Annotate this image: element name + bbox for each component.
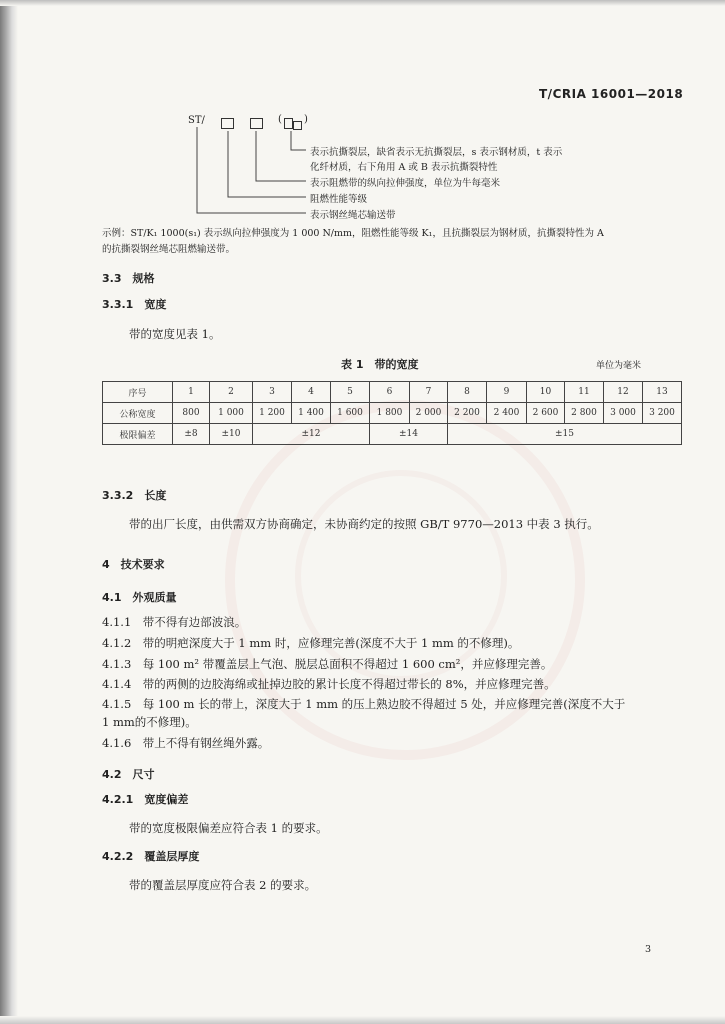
table-cell: ±15: [448, 424, 682, 445]
page-number: 3: [645, 944, 652, 955]
clause-4-1-1: 4.1.1 带不得有边部波浪。: [102, 615, 247, 629]
table-cell: ±10: [210, 424, 253, 445]
table-cell: 11: [565, 382, 604, 403]
heading-4-2-2: 4.2.2 覆盖层厚度: [102, 850, 200, 863]
clause-4-1-4: 4.1.4 带的两侧的边胶海绵或扯掉边胶的累计长度不得超过带长的 8%，并应修理完善。: [102, 677, 556, 691]
clause-4-1-2: 4.1.2 带的明疤深度大于 1 mm 时，应修理完善(深度不大于 1 mm 的不修理)。: [102, 636, 520, 650]
table-cell: 1 800: [370, 403, 410, 424]
table-cell: 2 000: [410, 403, 448, 424]
paragraph-width-ref: 带的宽度见表 1。: [129, 327, 221, 341]
designation-prefix: ST/: [188, 115, 205, 126]
table-cell: 10: [527, 382, 565, 403]
clause-4-1-6: 4.1.6 带上不得有钢丝绳外露。: [102, 736, 270, 750]
clause-4-1-5-line-2: 1 mm的不修理)。: [102, 715, 197, 729]
table-cell: 3 000: [604, 403, 643, 424]
table-cell: 5: [331, 382, 370, 403]
clause-4-1-5-line-1: 4.1.5 每 100 m 长的带上，深度大于 1 mm 的压上熟边胶不得超过 5 处，并应修理完善(深度不大于: [102, 697, 626, 711]
table-cell: ±12: [253, 424, 370, 445]
table-cell: ±8: [173, 424, 210, 445]
legend-line-5: 表示钢丝绳芯输送带: [310, 210, 396, 221]
table-cell: 2: [210, 382, 253, 403]
heading-4: 4 技术要求: [102, 558, 165, 571]
table-cell: 1 600: [331, 403, 370, 424]
table-cell: 1 200: [253, 403, 292, 424]
table-cell: 6: [370, 382, 410, 403]
table-cell: 3: [253, 382, 292, 403]
table-cell: 2 600: [527, 403, 565, 424]
example-line-2: 的抗撕裂钢丝绳芯阻燃输送带。: [102, 244, 236, 255]
table-cell: 7: [410, 382, 448, 403]
paragraph-width-tolerance: 带的宽度极限偏差应符合表 1 的要求。: [129, 821, 328, 835]
clause-4-1-3: 4.1.3 每 100 m² 带覆盖层上气泡、脱层总面积不得超过 1 600 cm²，并应修理完善。: [102, 657, 553, 671]
legend-line-2: 化纤材质，右下角用 A 或 B 表示抗撕裂特性: [310, 162, 498, 173]
standard-code-header: T/CRIA 16001—2018: [539, 87, 684, 101]
table-cell: 2 400: [487, 403, 527, 424]
legend-line-4: 阻燃性能等级: [310, 194, 368, 205]
table1-caption: 表 1 带的宽度: [341, 358, 419, 371]
table-cell: 2 800: [565, 403, 604, 424]
paren-open: (: [278, 114, 282, 125]
table-cell: 13: [643, 382, 682, 403]
legend-line-1: 表示抗撕裂层，缺省表示无抗撕裂层，s 表示钢材质，t 表示: [310, 147, 563, 158]
heading-3-3: 3.3 规格: [102, 272, 155, 285]
table-cell: 2 200: [448, 403, 487, 424]
example-line-1: 示例：ST/K₁ 1000(s₁) 表示纵向拉伸强度为 1 000 N/mm，阻燃性能等级 K₁，且抗撕裂层为钢材质，抗撕裂特性为 A: [102, 228, 604, 239]
heading-3-3-2: 3.3.2 长度: [102, 489, 167, 502]
table-cell: 8: [448, 382, 487, 403]
table1-unit: 单位为毫米: [596, 361, 642, 371]
heading-3-3-1: 3.3.1 宽度: [102, 298, 167, 311]
table-cell: 1 400: [292, 403, 331, 424]
table-header-cell: 极限偏差: [103, 424, 173, 445]
table-cell: ±14: [370, 424, 448, 445]
table-cell: 800: [173, 403, 210, 424]
paragraph-cover-thickness: 带的覆盖层厚度应符合表 2 的要求。: [129, 878, 317, 892]
legend-line-3: 表示阻燃带的纵向拉伸强度，单位为牛每毫米: [310, 178, 501, 189]
paragraph-length: 带的出厂长度，由供需双方协商确定，未协商约定的按照 GB/T 9770—2013 中表 3 执行。: [129, 517, 599, 531]
table-row-nominal-width: [103, 403, 682, 424]
table-cell: 4: [292, 382, 331, 403]
table-cell: 3 200: [643, 403, 682, 424]
table-header-cell: 序号: [103, 382, 173, 403]
table1-width: [102, 381, 682, 445]
table-cell: 9: [487, 382, 527, 403]
paren-close: ): [304, 114, 308, 125]
table-row-tolerance: [103, 424, 682, 445]
table-row-number: [103, 382, 682, 403]
table-cell: 1: [173, 382, 210, 403]
heading-4-1: 4.1 外观质量: [102, 591, 177, 604]
table-header-cell: 公称宽度: [103, 403, 173, 424]
heading-4-2: 4.2 尺寸: [102, 768, 155, 781]
heading-4-2-1: 4.2.1 宽度偏差: [102, 793, 189, 806]
table-cell: 1 000: [210, 403, 253, 424]
table-cell: 12: [604, 382, 643, 403]
